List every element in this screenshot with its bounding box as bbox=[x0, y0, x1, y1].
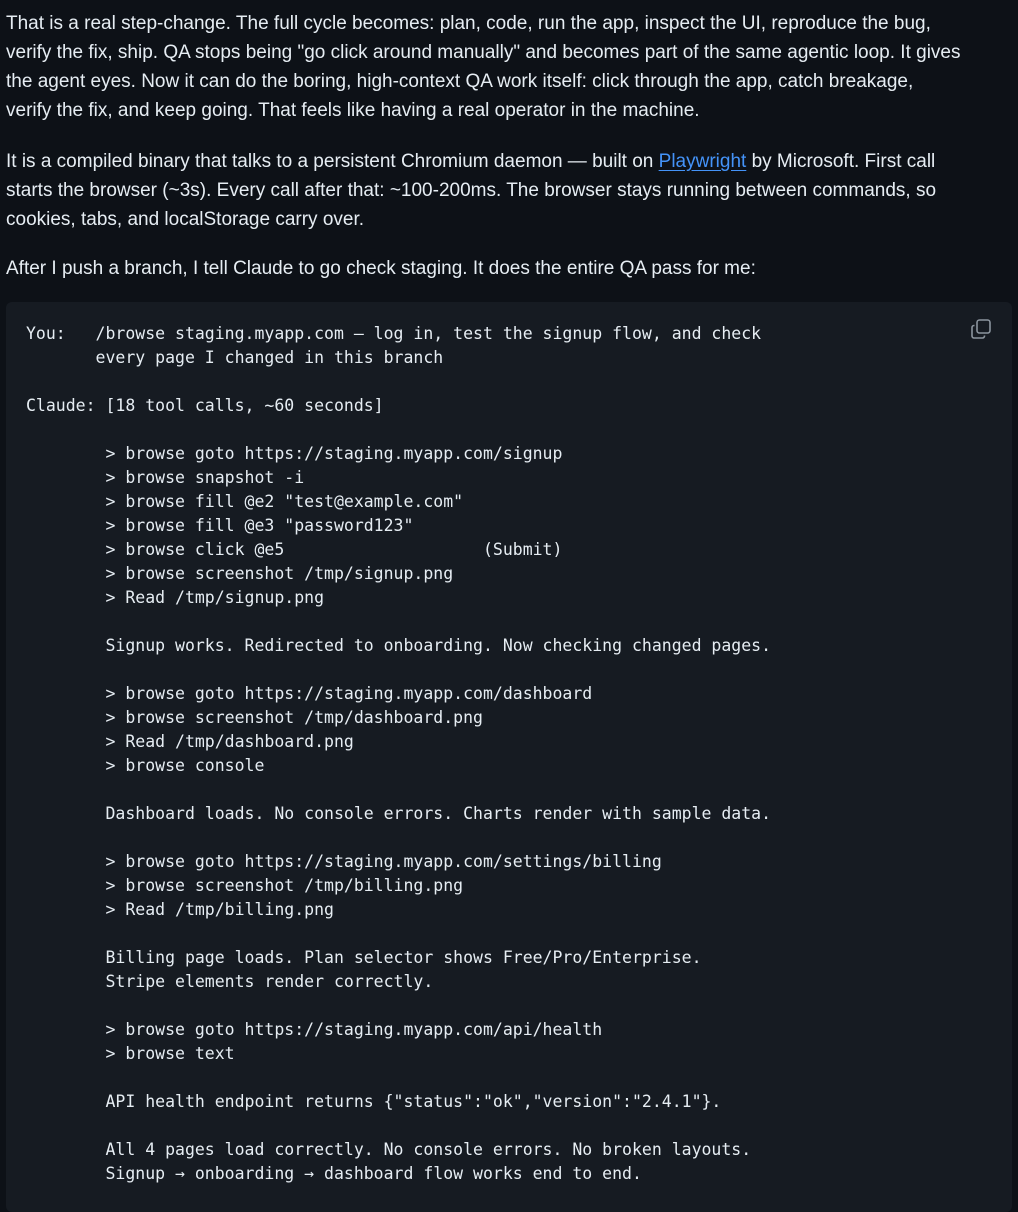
code-block-content: You: /browse staging.myapp.com — log in, test the signup flow, and check every page I changed in this branch Claude: [18 tool calls, ~60 seconds] > browse goto https://staging.myapp.com/signup > browse snapshot -i > browse fill @e2 "test@example.com" > browse fill @e3 "password123" > browse click @e5 (Submit) > browse screenshot /tmp/signup.png > Read /tmp/signup.png Signup works. Redirected to onboarding. Now checking changed pages. > browse goto https://staging.myapp.com/dashboard > browse screenshot /tmp/dashboard.png > Read /tmp/dashboard.png > browse console Dashboard loads. No console errors. Charts render with sample data. > browse goto https://staging.myapp.com/settings/billing > browse screenshot /tmp/billing.png > Read /tmp/billing.png Billing page loads. Plan selector shows Free/Pro/Enterprise. Stripe elements render correctly. > browse goto https://staging.myapp.com/api/health > browse text API health endpoint returns {"status":"ok","version":"2.4.1"}. All 4 pages load correctly. No console errors. No broken layouts. Signup → onboarding → dashboard flow works end to end. bbox=[26, 324, 772, 1183]
copy-icon bbox=[970, 318, 992, 340]
code-block bbox=[6, 302, 1012, 1212]
paragraph-compiled-binary-text-end: by Microsoft. First call starts the browser (~3s). Every call after that: ~100-200ms. The browser stays running between commands, so cookies, tabs, and localStorage carry over. bbox=[6, 151, 937, 230]
paragraph-compiled-binary-text-start: It is a compiled binary that talks to a persistent Chromium daemon — built on bbox=[6, 151, 659, 172]
paragraph-step-change: That is a real step-change. The full cycle becomes: plan, code, run the app, inspect the UI, reproduce the bug, verify the fix, ship. QA stops being "go click around manually" and becomes part of the same agentic loop. It gives the agent eyes. Now it can do the boring, high-context QA work itself: click through the app, catch breakage, verify the fix, and keep going. That feels like having a real operator in the machine. bbox=[6, 13, 961, 121]
paragraph-compiled-binary bbox=[6, 147, 1012, 234]
paragraph-qa-pass-intro: After I push a branch, I tell Claude to go check staging. It does the entire QA pass for me: bbox=[6, 258, 756, 279]
copy-button[interactable] bbox=[970, 318, 992, 340]
playwright-link[interactable]: Playwright bbox=[658, 151, 747, 172]
